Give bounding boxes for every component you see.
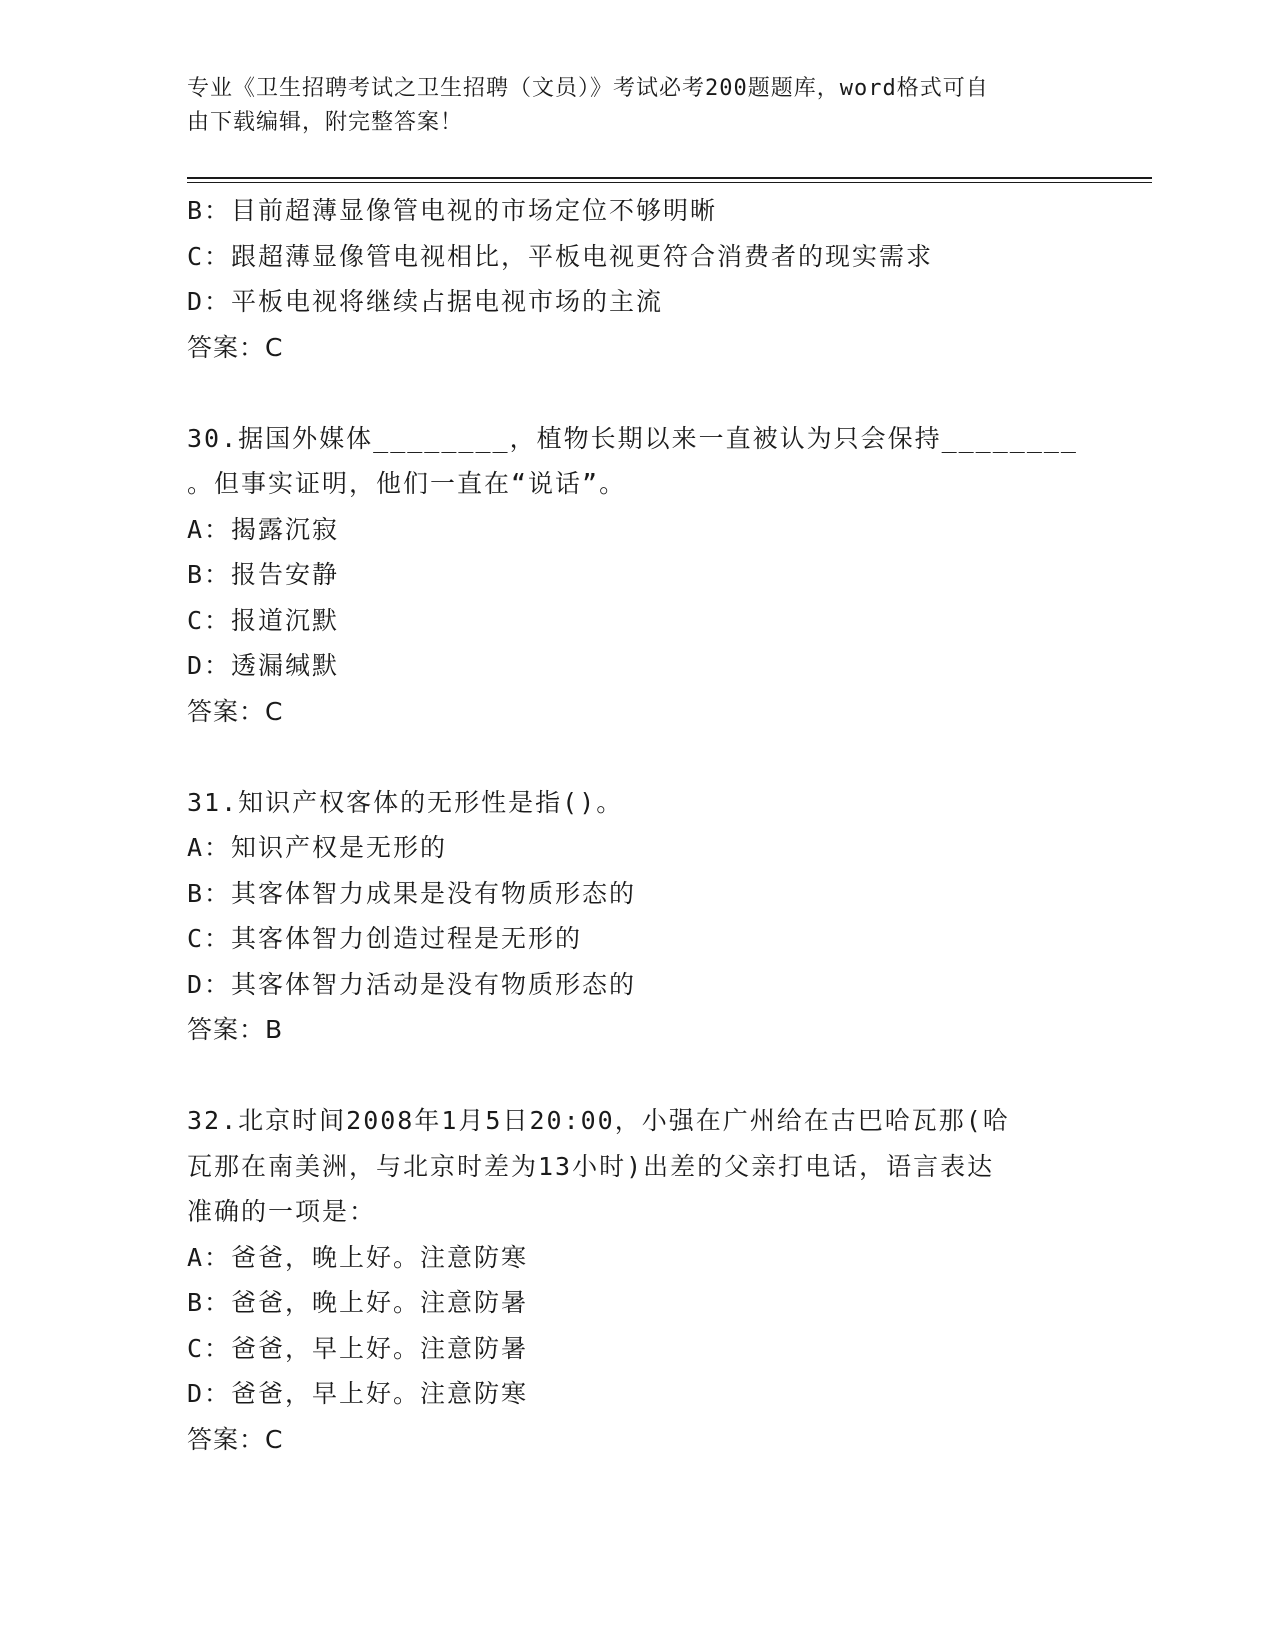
option-d: D：平板电视将继续占据电视市场的主流 — [187, 287, 664, 316]
header-divider-thick — [187, 177, 1152, 179]
spacer — [187, 1053, 1087, 1099]
question-stem-line-1: 30.据国外媒体________，植物长期以来一直被认为只会保持________ — [187, 423, 1078, 453]
option-c: C：报道沉默 — [187, 605, 340, 635]
question-stem-line-3: 准确的一项是： — [187, 1197, 377, 1226]
spacer — [187, 734, 1087, 780]
question-29-tail — [187, 188, 1087, 370]
spacer — [187, 370, 1087, 416]
question-list — [187, 188, 1087, 1462]
question-stem-line-2: 。但事实证明，他们一直在“说话”。 — [187, 469, 627, 498]
question-30 — [187, 416, 1087, 735]
option-b: B：其客体智力成果是没有物质形态的 — [187, 878, 637, 908]
header-divider-thin — [187, 182, 1152, 183]
option-a: A：爸爸，晚上好。注意防寒 — [187, 1242, 529, 1272]
option-b: B：报告安静 — [187, 560, 340, 589]
option-d: D：透漏缄默 — [187, 651, 340, 680]
question-stem-line-2: 瓦那在南美洲，与北京时差为13小时)出差的父亲打电话，语言表达 — [187, 1151, 995, 1181]
option-a: A：揭露沉寂 — [187, 514, 340, 544]
option-a: A：知识产权是无形的 — [187, 833, 448, 862]
question-stem: 31.知识产权客体的无形性是指()。 — [187, 787, 624, 817]
option-d: D：其客体智力活动是没有物质形态的 — [187, 969, 637, 999]
option-b: B：目前超薄显像管电视的市场定位不够明晰 — [187, 196, 718, 225]
answer-label: 答案：C — [187, 696, 284, 726]
option-d: D：爸爸，早上好。注意防寒 — [187, 1379, 529, 1408]
option-c: C：其客体智力创造过程是无形的 — [187, 924, 583, 953]
header-line-2: 由下载编辑，附完整答案！ — [187, 110, 464, 135]
answer-label: 答案：B — [187, 1015, 284, 1044]
question-32 — [187, 1098, 1087, 1462]
document-header — [187, 72, 1067, 140]
question-stem-line-1: 32.北京时间2008年1月5日20:00，小强在广州给在古巴哈瓦那(哈 — [187, 1106, 1010, 1135]
header-line-1: 专业《卫生招聘考试之卫生招聘（文员）》考试必考200题题库，word格式可自 — [187, 76, 989, 101]
option-b: B：爸爸，晚上好。注意防暑 — [187, 1288, 529, 1317]
option-c: C：跟超薄显像管电视相比，平板电视更符合消费者的现实需求 — [187, 241, 934, 271]
answer-label: 答案：C — [187, 1424, 284, 1454]
answer-label: 答案：C — [187, 332, 284, 362]
option-c: C：爸爸，早上好。注意防暑 — [187, 1333, 529, 1363]
question-31 — [187, 780, 1087, 1053]
